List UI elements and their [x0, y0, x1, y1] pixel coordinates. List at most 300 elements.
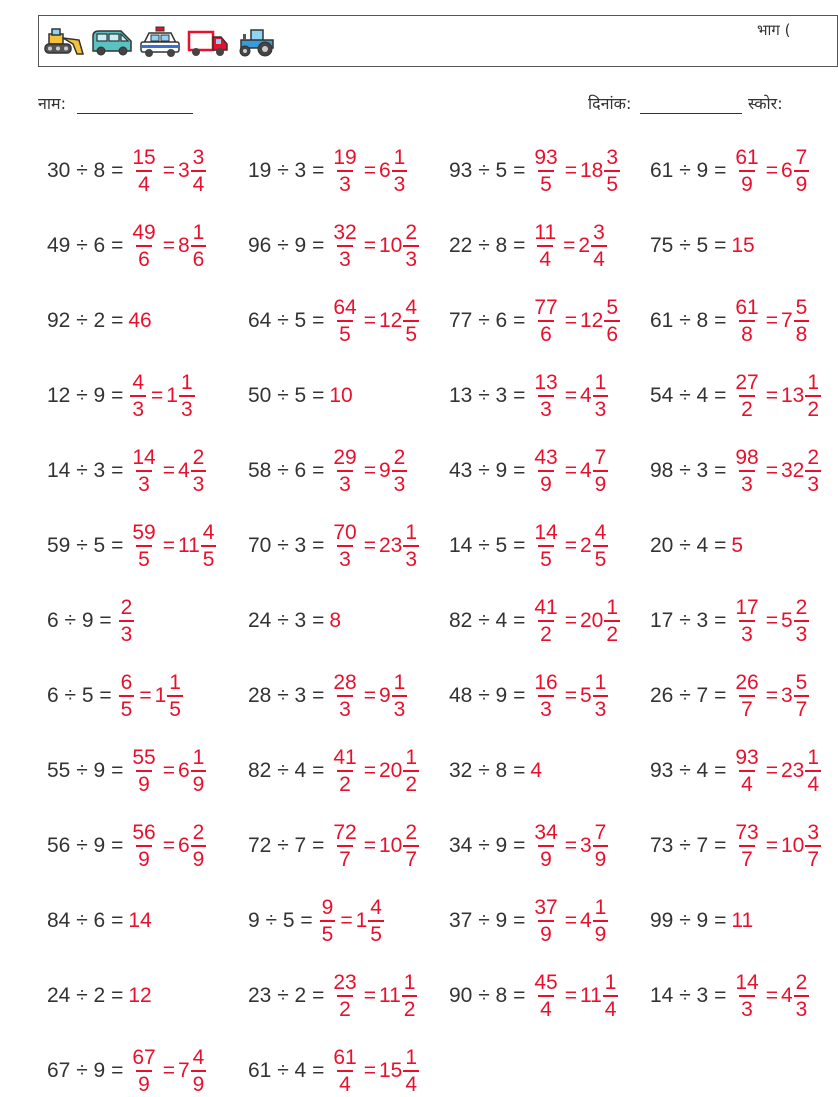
improper-fraction-numerator: 93 [534, 146, 558, 169]
problem-question: 61 ÷ 9 = [650, 159, 727, 182]
mixed-whole: 11 [579, 984, 602, 1007]
mixed-fraction-numerator: 1 [169, 671, 181, 694]
improper-fraction [331, 672, 358, 720]
division-problem [47, 295, 152, 347]
mixed-fraction [403, 747, 419, 795]
mixed-whole: 1 [154, 684, 167, 707]
equals-sign: = [765, 309, 778, 332]
problem-question: 96 ÷ 9 = [248, 234, 325, 257]
division-problem [449, 520, 610, 572]
problem-answer [530, 447, 610, 495]
mixed-fraction-denominator: 4 [591, 245, 607, 270]
mixed-number [379, 147, 409, 195]
mixed-number [781, 672, 811, 720]
mixed-fraction-denominator: 3 [403, 545, 419, 570]
improper-fraction-denominator: 3 [337, 470, 353, 495]
problem-question: 17 ÷ 3 = [650, 609, 727, 632]
problem-answer [530, 822, 610, 870]
improper-fraction-numerator: 67 [132, 1046, 156, 1069]
improper-fraction [532, 672, 559, 720]
mixed-fraction-numerator: 4 [370, 896, 382, 919]
problem-question: 9 ÷ 5 = [248, 909, 313, 932]
problem-question: 24 ÷ 3 = [248, 609, 325, 632]
equals-sign: = [765, 609, 778, 632]
mixed-fraction-numerator: 5 [795, 296, 808, 319]
mixed-fraction-numerator: 2 [405, 221, 418, 244]
equals-sign: = [765, 759, 778, 782]
mixed-fraction-numerator: 4 [594, 521, 607, 544]
problem-question: 98 ÷ 3 = [650, 459, 727, 482]
improper-fraction-numerator: 64 [333, 296, 357, 319]
problem-question: 56 ÷ 9 = [47, 834, 124, 857]
division-problem [248, 445, 409, 497]
mixed-number [379, 747, 421, 795]
equals-sign: = [363, 684, 376, 707]
problem-answer [128, 909, 151, 933]
equals-sign: = [363, 309, 376, 332]
mixed-fraction-numerator: 7 [795, 146, 808, 169]
problem-question: 48 ÷ 9 = [449, 684, 526, 707]
improper-fraction-numerator: 14 [534, 521, 558, 544]
division-problem [449, 370, 610, 422]
improper-fraction-denominator: 3 [739, 620, 755, 645]
improper-fraction [733, 822, 760, 870]
mixed-whole: 3 [579, 834, 592, 857]
mixed-number [178, 147, 208, 195]
mixed-whole: 1 [355, 909, 368, 932]
improper-fraction-numerator: 93 [735, 746, 759, 769]
mixed-number [155, 672, 185, 720]
improper-fraction-numerator: 14 [735, 971, 759, 994]
division-problem [248, 895, 386, 947]
problem-question: 26 ÷ 7 = [650, 684, 727, 707]
mixed-whole: 10 [780, 834, 805, 857]
mixed-fraction [191, 1047, 207, 1095]
improper-fraction-denominator: 5 [320, 920, 336, 945]
problem-answer [128, 372, 196, 420]
improper-fraction-numerator: 14 [132, 446, 156, 469]
mixed-fraction [604, 147, 620, 195]
mixed-fraction [805, 447, 821, 495]
mixed-fraction-numerator: 1 [807, 371, 820, 394]
problem-answer [329, 972, 419, 1020]
mixed-fraction-denominator: 6 [604, 320, 620, 345]
mixed-number [580, 897, 610, 945]
division-problem [650, 595, 811, 647]
mixed-fraction-denominator: 5 [403, 320, 419, 345]
division-problem [47, 145, 208, 197]
equals-sign: = [162, 534, 175, 557]
problem-answer [731, 822, 823, 870]
mixed-number [379, 522, 421, 570]
problem-question: 14 ÷ 3 = [650, 984, 727, 1007]
mixed-fraction [403, 297, 419, 345]
name-field [38, 92, 193, 114]
integer-answer: 5 [731, 534, 744, 557]
mixed-fraction-denominator: 3 [794, 995, 810, 1020]
problem-answer [128, 147, 208, 195]
mixed-whole: 18 [579, 159, 604, 182]
mixed-whole: 15 [378, 1059, 403, 1082]
mixed-fraction-numerator: 1 [405, 521, 418, 544]
improper-fraction-numerator: 43 [534, 446, 558, 469]
improper-fraction [532, 447, 559, 495]
mixed-whole: 11 [378, 984, 401, 1007]
mixed-fraction-denominator: 3 [179, 395, 195, 420]
mixed-whole: 5 [579, 684, 592, 707]
integer-answer: 8 [329, 609, 342, 632]
problem-question: 50 ÷ 5 = [248, 384, 325, 407]
improper-fraction [130, 447, 157, 495]
problem-answer [530, 372, 610, 420]
problem-answer [329, 822, 421, 870]
improper-fraction [130, 372, 146, 420]
problem-question: 54 ÷ 4 = [650, 384, 727, 407]
improper-fraction [532, 297, 559, 345]
problem-question: 77 ÷ 6 = [449, 309, 526, 332]
improper-fraction-denominator: 3 [739, 470, 755, 495]
improper-fraction-numerator: 28 [333, 671, 357, 694]
problem-answer [731, 534, 743, 558]
problem-question: 20 ÷ 4 = [650, 534, 727, 557]
mixed-fraction [368, 897, 384, 945]
mixed-fraction [201, 522, 217, 570]
improper-fraction [532, 222, 558, 270]
improper-fraction-numerator: 45 [534, 971, 558, 994]
improper-fraction-numerator: 49 [132, 221, 156, 244]
mixed-fraction [179, 372, 195, 420]
improper-fraction-numerator: 72 [333, 821, 357, 844]
problem-answer [731, 147, 811, 195]
improper-fraction-numerator: 41 [534, 596, 558, 619]
mixed-fraction-denominator: 9 [593, 470, 609, 495]
problem-question: 84 ÷ 6 = [47, 909, 124, 932]
mixed-fraction-numerator: 1 [192, 746, 205, 769]
mixed-fraction-numerator: 1 [594, 371, 607, 394]
improper-fraction [320, 897, 336, 945]
improper-fraction [130, 822, 157, 870]
mixed-fraction-denominator: 7 [403, 845, 419, 870]
problem-answer [329, 447, 409, 495]
mixed-whole: 10 [378, 234, 403, 257]
improper-fraction-denominator: 9 [538, 470, 554, 495]
problem-question: 30 ÷ 8 = [47, 159, 124, 182]
division-problem [449, 595, 622, 647]
equals-sign: = [363, 534, 376, 557]
division-problem [47, 670, 185, 722]
mixed-fraction-numerator: 1 [403, 971, 416, 994]
equals-sign: = [363, 984, 376, 1007]
problem-answer [329, 297, 421, 345]
equals-sign: = [363, 834, 376, 857]
improper-fraction-denominator: 3 [337, 170, 353, 195]
division-problem [248, 1045, 421, 1097]
mixed-fraction-denominator: 2 [805, 395, 821, 420]
mixed-fraction-numerator: 1 [594, 671, 607, 694]
mixed-number [379, 297, 421, 345]
problem-answer [530, 222, 608, 270]
mixed-fraction-denominator: 9 [593, 845, 609, 870]
mixed-fraction-denominator: 4 [805, 770, 821, 795]
equals-sign: = [564, 984, 577, 1007]
improper-fraction-numerator: 29 [333, 446, 357, 469]
date-blank[interactable] [640, 97, 742, 114]
improper-fraction-numerator: 19 [333, 146, 357, 169]
mixed-number [356, 897, 386, 945]
problem-question: 34 ÷ 9 = [449, 834, 526, 857]
mixed-fraction-denominator: 5 [604, 170, 620, 195]
mixed-fraction-numerator: 5 [795, 671, 808, 694]
mixed-number [580, 297, 622, 345]
problem-answer [530, 147, 622, 195]
improper-fraction-denominator: 3 [119, 620, 135, 645]
equals-sign: = [765, 459, 778, 482]
mixed-fraction [593, 897, 609, 945]
mixed-whole: 1 [166, 384, 178, 407]
problem-question: 75 ÷ 5 = [650, 234, 727, 257]
equals-sign: = [162, 459, 175, 482]
division-problem [650, 220, 755, 272]
integer-answer: 46 [128, 309, 152, 332]
improper-fraction-numerator: 11 [534, 221, 557, 244]
improper-fraction [119, 672, 135, 720]
mixed-fraction [805, 372, 821, 420]
mixed-whole: 6 [177, 759, 190, 782]
mixed-number [178, 822, 208, 870]
division-problem [449, 145, 622, 197]
equals-sign: = [765, 984, 778, 1007]
equals-sign: = [563, 234, 576, 257]
mixed-fraction-denominator: 9 [191, 1070, 207, 1095]
mixed-fraction [603, 972, 619, 1020]
mixed-number [166, 372, 196, 420]
improper-fraction-denominator: 2 [337, 770, 353, 795]
tractor-icon [235, 26, 277, 58]
mixed-fraction-numerator: 4 [405, 296, 418, 319]
mixed-whole: 23 [378, 534, 403, 557]
problem-question: 22 ÷ 8 = [449, 234, 526, 257]
mixed-fraction-denominator: 9 [593, 920, 609, 945]
improper-fraction-denominator: 4 [136, 170, 152, 195]
problem-question: 49 ÷ 6 = [47, 234, 124, 257]
mixed-number [379, 1047, 421, 1095]
equals-sign: = [564, 684, 577, 707]
problem-question: 14 ÷ 3 = [47, 459, 124, 482]
mixed-fraction-numerator: 1 [180, 371, 193, 394]
improper-fraction [532, 522, 559, 570]
division-problem [449, 895, 610, 947]
mixed-fraction-denominator: 7 [794, 695, 810, 720]
mixed-fraction-denominator: 5 [167, 695, 183, 720]
problem-answer [530, 522, 610, 570]
mixed-number [781, 597, 811, 645]
problem-answer [318, 897, 386, 945]
division-problem [449, 445, 610, 497]
improper-fraction [331, 747, 358, 795]
mixed-fraction-denominator: 3 [392, 470, 408, 495]
problem-answer [128, 822, 208, 870]
problem-question: 61 ÷ 4 = [248, 1059, 325, 1082]
division-problem [47, 220, 208, 272]
division-problem [47, 970, 152, 1022]
improper-fraction-denominator: 3 [538, 395, 554, 420]
problem-question: 6 ÷ 9 = [47, 609, 112, 632]
problem-answer [731, 909, 753, 933]
division-problem [47, 595, 136, 647]
improper-fraction-numerator: 37 [534, 896, 558, 919]
mixed-fraction-numerator: 3 [606, 146, 619, 169]
division-problem [449, 670, 610, 722]
mixed-whole: 11 [177, 534, 200, 557]
problem-answer [530, 759, 542, 783]
mixed-fraction-denominator: 8 [794, 320, 810, 345]
improper-fraction-denominator: 9 [136, 770, 152, 795]
mixed-fraction-numerator: 1 [405, 746, 418, 769]
improper-fraction [331, 222, 358, 270]
worksheet-header [38, 15, 838, 67]
improper-fraction-denominator: 4 [739, 770, 755, 795]
mixed-fraction [805, 822, 821, 870]
mixed-fraction-denominator: 3 [191, 470, 207, 495]
improper-fraction-denominator: 3 [337, 695, 353, 720]
problem-answer [731, 747, 823, 795]
problem-answer [530, 297, 622, 345]
mixed-whole: 6 [780, 159, 793, 182]
division-problem [248, 220, 421, 272]
equals-sign: = [765, 384, 778, 407]
equals-sign: = [340, 909, 353, 932]
problem-answer [731, 447, 823, 495]
improper-fraction-numerator: 26 [735, 671, 759, 694]
mixed-fraction [604, 597, 620, 645]
equals-sign: = [564, 459, 577, 482]
division-problem [248, 595, 341, 647]
problem-answer [530, 597, 622, 645]
problem-answer [731, 372, 823, 420]
problem-question: 59 ÷ 5 = [47, 534, 124, 557]
problem-answer [329, 147, 409, 195]
division-problem [650, 520, 743, 572]
equals-sign: = [363, 234, 376, 257]
improper-fraction-denominator: 9 [136, 1070, 152, 1095]
improper-fraction-numerator: 15 [132, 146, 156, 169]
improper-fraction [130, 747, 157, 795]
improper-fraction-denominator: 7 [739, 845, 755, 870]
problem-answer [731, 672, 811, 720]
improper-fraction [130, 147, 157, 195]
improper-fraction-numerator: 9 [321, 896, 334, 919]
mixed-fraction-denominator: 3 [805, 470, 821, 495]
mixed-fraction [593, 372, 609, 420]
improper-fraction-numerator: 27 [735, 371, 759, 394]
vehicle-icons [43, 26, 277, 58]
improper-fraction [733, 297, 760, 345]
division-problem [248, 820, 421, 872]
mixed-whole: 4 [780, 984, 793, 1007]
mixed-number [178, 222, 208, 270]
mixed-fraction-numerator: 3 [807, 821, 820, 844]
mixed-number [580, 147, 622, 195]
mixed-fraction-denominator: 3 [794, 620, 810, 645]
improper-fraction [119, 597, 135, 645]
improper-fraction [733, 372, 760, 420]
mixed-whole: 32 [780, 459, 805, 482]
problem-question: 24 ÷ 2 = [47, 984, 124, 1007]
improper-fraction [532, 822, 559, 870]
mixed-fraction-denominator: 4 [191, 170, 207, 195]
improper-fraction-denominator: 3 [538, 695, 554, 720]
equals-sign: = [162, 834, 175, 857]
mixed-fraction [593, 447, 609, 495]
problem-question: 13 ÷ 3 = [449, 384, 526, 407]
mixed-whole: 7 [780, 309, 793, 332]
date-label: दिनांक: [588, 94, 632, 113]
equals-sign: = [162, 159, 175, 182]
problem-answer [731, 972, 811, 1020]
improper-fraction [532, 372, 559, 420]
equals-sign: = [564, 159, 577, 182]
mixed-fraction-numerator: 1 [606, 596, 619, 619]
division-problem [449, 970, 620, 1022]
improper-fraction [331, 1047, 358, 1095]
mixed-number [580, 672, 610, 720]
equals-sign: = [765, 684, 778, 707]
problem-answer [731, 234, 754, 258]
improper-fraction-denominator: 4 [538, 995, 554, 1020]
problem-answer [128, 1047, 208, 1095]
improper-fraction [733, 672, 760, 720]
problem-question: 61 ÷ 8 = [650, 309, 727, 332]
improper-fraction [532, 972, 559, 1020]
mixed-fraction [403, 1047, 419, 1095]
division-problem [650, 445, 823, 497]
integer-answer: 15 [731, 234, 755, 257]
name-blank[interactable] [77, 97, 193, 114]
mixed-number [178, 1047, 208, 1095]
problem-answer [128, 309, 151, 333]
integer-answer: 12 [128, 984, 152, 1007]
problem-question: 93 ÷ 5 = [449, 159, 526, 182]
mixed-number [379, 222, 421, 270]
improper-fraction-denominator: 7 [337, 845, 353, 870]
problem-question: 37 ÷ 9 = [449, 909, 526, 932]
improper-fraction-numerator: 61 [735, 146, 759, 169]
name-label: नाम: [38, 94, 66, 113]
improper-fraction-denominator: 4 [337, 1070, 353, 1095]
mixed-number [578, 222, 608, 270]
truck-icon [187, 26, 229, 58]
mixed-number [781, 372, 823, 420]
problem-question: 12 ÷ 9 = [47, 384, 124, 407]
problem-answer [329, 522, 421, 570]
mixed-number [580, 597, 622, 645]
problem-answer [329, 747, 421, 795]
mixed-fraction-numerator: 1 [604, 971, 617, 994]
mixed-number [781, 822, 823, 870]
improper-fraction-denominator: 9 [739, 170, 755, 195]
mixed-fraction-denominator: 3 [392, 695, 408, 720]
mixed-fraction [593, 522, 609, 570]
improper-fraction-numerator: 4 [132, 371, 145, 394]
equals-sign: = [162, 759, 175, 782]
improper-fraction-denominator: 8 [739, 320, 755, 345]
mixed-whole: 6 [378, 159, 391, 182]
equals-sign: = [564, 384, 577, 407]
problem-question: 28 ÷ 3 = [248, 684, 325, 707]
problem-question: 43 ÷ 9 = [449, 459, 526, 482]
problem-question: 58 ÷ 6 = [248, 459, 325, 482]
mixed-number [781, 147, 811, 195]
